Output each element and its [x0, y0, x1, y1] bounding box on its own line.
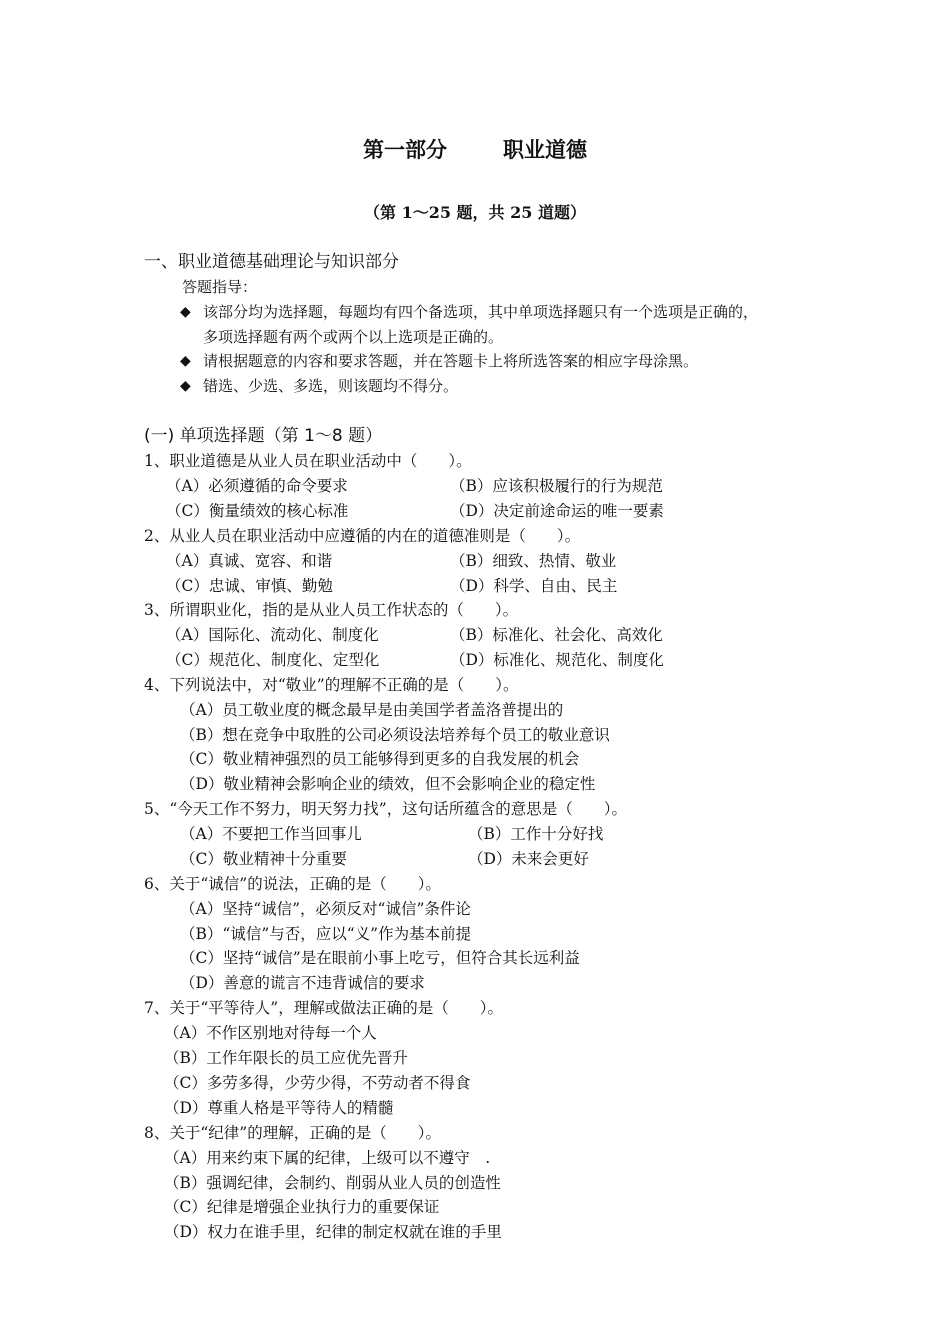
question-option: （A）员工敬业度的概念最早是由美国学者盖洛普提出的 [180, 701, 564, 719]
question-option: （A）真诚、宽容、和谐 [166, 552, 333, 570]
question-option: （B）想在竞争中取胜的公司必须设法培养每个员工的敬业意识 [180, 726, 610, 744]
question-option: （C）规范化、制度化、定型化 [166, 651, 380, 669]
question-option: （C）纪律是增强企业执行力的重要保证 [164, 1198, 440, 1216]
question-stem: 2、从业人员在职业活动中应遵循的内在的道德准则是（ ）。 [144, 527, 581, 545]
title-part: 第一部分 [363, 138, 447, 162]
bullet-icon: ◆ [180, 353, 191, 369]
question-stem: 5、“今天工作不努力，明天努力找”，这句话所蕴含的意思是（ ）。 [144, 800, 627, 818]
question-option: （C）衡量绩效的核心标准 [166, 502, 349, 520]
guide-bullet-3: 错选、少选、多选，则该题均不得分。 [203, 377, 459, 395]
guide-label: 答题指导： [182, 278, 258, 296]
question-option: （D）尊重人格是平等待人的精髓 [164, 1099, 394, 1117]
question-stem: 4、下列说法中，对“敬业”的理解不正确的是（ ）。 [144, 676, 519, 694]
question-option: （C）坚持“诚信”是在眼前小事上吃亏，但符合其长远利益 [180, 949, 580, 967]
question-stem: 3、所谓职业化，指的是从业人员工作状态的（ ）。 [144, 601, 519, 619]
question-option: （D）权力在谁手里，纪律的制定权就在谁的手里 [164, 1223, 502, 1241]
question-option: （A）国际化、流动化、制度化 [166, 626, 379, 644]
question-option: （B）强调纪律，会制约、削弱从业人员的创造性 [164, 1174, 501, 1192]
question-stem: 7、关于“平等待人”，理解或做法正确的是（ ）。 [144, 999, 503, 1017]
bullet-icon: ◆ [180, 304, 191, 320]
question-option: （B）工作十分好找 [468, 825, 604, 843]
question-option: （C）敬业精神十分重要 [180, 850, 347, 868]
bullet-icon: ◆ [180, 378, 191, 394]
title-name: 职业道德 [503, 138, 587, 162]
question-option: （D）科学、自由、民主 [450, 577, 618, 595]
question-option: （C）敬业精神强烈的员工能够得到更多的自我发展的机会 [180, 750, 580, 768]
question-option: （D）善意的谎言不违背诚信的要求 [180, 974, 425, 992]
question-stem: 8、关于“纪律”的理解，正确的是（ ）。 [144, 1124, 441, 1142]
subsection-heading: (一) 单项选择题（第 1～8 题） [144, 426, 383, 446]
question-option: （C）多劳多得，少劳少得，不劳动者不得食 [164, 1074, 471, 1092]
guide-bullet-2: 请根据题意的内容和要求答题，并在答题卡上将所选答案的相应字母涂黑。 [203, 352, 699, 370]
question-option: （A）用来约束下属的纪律，上级可以不遵守 . [164, 1149, 491, 1167]
question-option: （B）“诚信”与否，应以“义”作为基本前提 [180, 925, 472, 943]
question-option: （B）标准化、社会化、高效化 [450, 626, 663, 644]
guide-bullet-1-cont: 多项选择题有两个或两个以上选项是正确的。 [203, 328, 504, 346]
question-option: （B）细致、热情、敬业 [450, 552, 617, 570]
question-option: （A）不作区别地对待每一个人 [164, 1024, 377, 1042]
question-option: （A）必须遵循的命令要求 [166, 477, 348, 495]
section-heading: 一、职业道德基础理论与知识部分 [144, 252, 399, 272]
question-option: （B）工作年限长的员工应优先晋升 [164, 1049, 408, 1067]
page-title [0, 134, 950, 164]
question-option: （A）不要把工作当回事儿 [180, 825, 362, 843]
question-option: （D）标准化、规范化、制度化 [450, 651, 664, 669]
question-option: （D）敬业精神会影响企业的绩效，但不会影响企业的稳定性 [180, 775, 596, 793]
question-stem: 6、关于“诚信”的说法，正确的是（ ）。 [144, 875, 441, 893]
question-option: （D）未来会更好 [468, 850, 589, 868]
page-subtitle: （第 1～25 题，共 25 道题） [364, 203, 586, 222]
question-option: （D）决定前途命运的唯一要素 [450, 502, 664, 520]
question-option: （B）应该积极履行的行为规范 [450, 477, 663, 495]
question-option: （A）坚持“诚信”，必须反对“诚信”条件论 [180, 900, 471, 918]
guide-bullet-1: 该部分均为选择题，每题均有四个备选项，其中单项选择题只有一个选项是正确的， [203, 303, 759, 321]
question-stem: 1、职业道德是从业人员在职业活动中（ ）。 [144, 452, 472, 470]
question-option: （C）忠诚、审慎、勤勉 [166, 577, 333, 595]
